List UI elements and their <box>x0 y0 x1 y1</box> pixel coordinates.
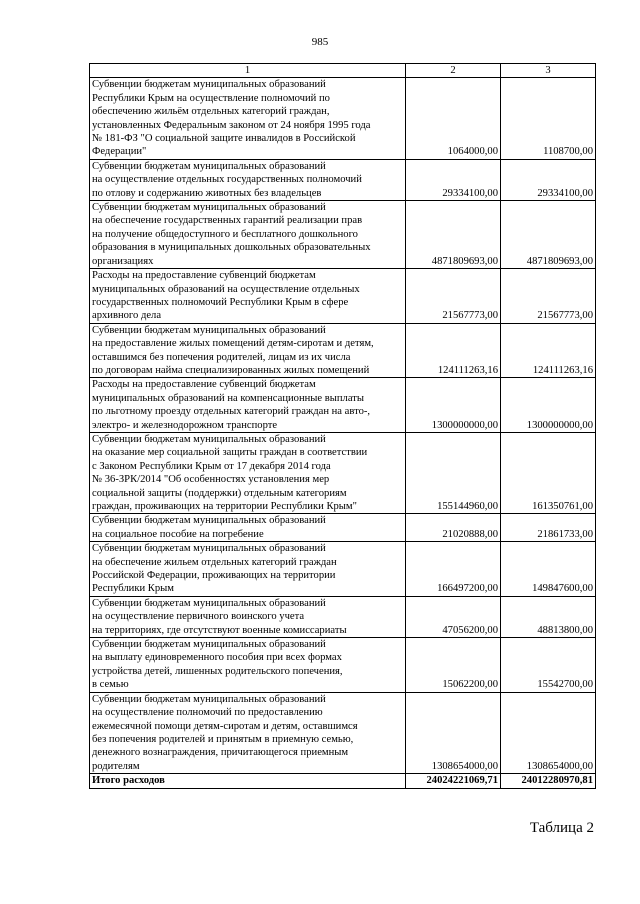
row-value-col2: 21567773,00 <box>406 269 501 324</box>
table-row <box>90 269 596 324</box>
column-header-3: 3 <box>501 64 596 78</box>
description-line: в семью <box>92 679 129 691</box>
row-value-col2: 155144960,00 <box>406 432 501 513</box>
table-row <box>90 432 596 513</box>
row-description <box>90 542 406 597</box>
description-line: Субвенции бюджетам муниципальных образований <box>92 597 326 609</box>
table-row <box>90 542 596 597</box>
row-value-col2: 29334100,00 <box>406 159 501 200</box>
description-line: оставшимся без попечения родителей, лицам из их числа <box>92 351 351 363</box>
row-value-col3: 149847600,00 <box>501 542 596 597</box>
total-row <box>90 774 596 788</box>
description-line: на осуществление отдельных государственных полномочий <box>92 174 362 186</box>
description-line: № 181-ФЗ "О социальной защите инвалидов в Российской <box>92 133 356 145</box>
description-line: денежного вознаграждения, причитающегося приемным <box>92 747 349 759</box>
row-description <box>90 78 406 159</box>
row-value-col2: 21020888,00 <box>406 514 501 542</box>
description-line: организациях <box>92 255 154 267</box>
description-line: на получение общедоступного и бесплатного дошкольного <box>92 228 358 240</box>
description-line: на обеспечение государственных гарантий реализации прав <box>92 215 363 227</box>
row-description <box>90 323 406 378</box>
description-line: по отлову и содержанию животных без владельцев <box>92 187 322 199</box>
description-line: Расходы на предоставление субвенций бюджетам <box>92 379 316 391</box>
row-value-col2: 1064000,00 <box>406 78 501 159</box>
description-line: на осуществление первичного воинского учета <box>92 611 305 623</box>
description-line: Субвенции бюджетам муниципальных образований <box>92 693 326 705</box>
table-row <box>90 596 596 637</box>
total-value-col2: 24024221069,71 <box>406 774 501 788</box>
description-line: граждан, проживающих на территории Республики Крым" <box>92 501 357 512</box>
row-value-col3: 29334100,00 <box>501 159 596 200</box>
row-value-col2: 166497200,00 <box>406 542 501 597</box>
description-line: электро- и железнодорожном транспорте <box>92 419 278 431</box>
row-value-col3: 21861733,00 <box>501 514 596 542</box>
description-line: образования в муниципальных дошкольных образовательных <box>92 242 371 254</box>
column-header-1: 1 <box>90 64 406 78</box>
description-line: Республики Крым <box>92 583 174 595</box>
table-row <box>90 159 596 200</box>
row-value-col3: 1108700,00 <box>501 78 596 159</box>
column-header-2: 2 <box>406 64 501 78</box>
total-label: Итого расходов <box>90 774 406 788</box>
description-line: без попечения родителей и принятым в приемную семью, <box>92 733 354 745</box>
page-number: 985 <box>311 36 329 48</box>
table-body <box>90 78 596 774</box>
table-row <box>90 201 596 269</box>
description-line: Российской Федерации, проживающих на территории <box>92 570 336 582</box>
table-row <box>90 692 596 773</box>
description-line: Субвенции бюджетам муниципальных образований <box>92 543 326 555</box>
description-line: установленных Федеральным законом от 24 ноября 1995 года <box>92 119 371 131</box>
total-value-col3: 24012280970,81 <box>501 774 596 788</box>
row-description <box>90 378 406 433</box>
row-description <box>90 201 406 269</box>
description-line: устройства детей, лишенных родительского попечения, <box>92 665 343 677</box>
description-line: родителям <box>92 760 140 772</box>
row-description <box>90 638 406 693</box>
description-line: на обеспечение жильем отдельных категорий граждан <box>92 556 337 568</box>
description-line: № 36-ЗРК/2014 "Об особенностях установления мер <box>92 474 330 486</box>
description-line: Субвенции бюджетам муниципальных образований <box>92 202 326 214</box>
row-value-col3: 48813800,00 <box>501 596 596 637</box>
table-row <box>90 514 596 542</box>
row-description <box>90 159 406 200</box>
row-value-col2: 1300000000,00 <box>406 378 501 433</box>
description-line: Республики Крым на осуществление полномочий по <box>92 92 330 104</box>
table-row <box>90 78 596 159</box>
table-caption: Таблица 2 <box>529 820 594 836</box>
description-line: Федерации" <box>92 146 147 158</box>
description-line: муниципальных образований на компенсационные выплаты <box>92 392 365 404</box>
description-line: на осуществление полномочий по предоставлению <box>92 707 323 719</box>
description-line: муниципальных образований на осуществление отдельных <box>92 283 360 295</box>
description-line: на социальное пособие на погребение <box>92 528 264 540</box>
table-row <box>90 638 596 693</box>
description-line: Субвенции бюджетам муниципальных образований <box>92 639 326 651</box>
row-value-col3: 161350761,00 <box>501 432 596 513</box>
row-description <box>90 432 406 513</box>
description-line: Субвенции бюджетам муниципальных образований <box>92 79 326 91</box>
description-line: Субвенции бюджетам муниципальных образований <box>92 433 326 445</box>
description-line: по льготному проезду отдельных категорий граждан на авто-, <box>92 406 371 418</box>
row-value-col2: 1308654000,00 <box>406 692 501 773</box>
description-line: на предоставление жилых помещений детям-сиротам и детям, <box>92 338 374 350</box>
row-value-col2: 15062200,00 <box>406 638 501 693</box>
table-row <box>90 378 596 433</box>
budget-table <box>89 63 596 789</box>
row-value-col3: 1300000000,00 <box>501 378 596 433</box>
row-value-col3: 1308654000,00 <box>501 692 596 773</box>
row-description <box>90 514 406 542</box>
description-line: государственных полномочий Республики Крым в сфере <box>92 296 349 308</box>
row-value-col3: 124111263,16 <box>501 323 596 378</box>
description-line: на оказание мер социальной защиты граждан в соответствии <box>92 447 368 459</box>
description-line: архивного дела <box>92 310 162 322</box>
description-line: с Законом Республики Крым от 17 декабря 2014 года <box>92 460 331 472</box>
description-line: на территориях, где отсутствуют военные комиссариаты <box>92 624 347 636</box>
description-line: социальной защиты (поддержки) отдельным категориям <box>92 487 347 499</box>
description-line: Субвенции бюджетам муниципальных образований <box>92 515 326 527</box>
row-value-col2: 4871809693,00 <box>406 201 501 269</box>
description-line: по договорам найма специализированных жилых помещений <box>92 364 370 376</box>
row-description <box>90 596 406 637</box>
description-line: на выплату единовременного пособия при всех формах <box>92 652 342 664</box>
description-line: Субвенции бюджетам муниципальных образований <box>92 160 326 172</box>
table-header-row <box>90 64 596 78</box>
row-description <box>90 692 406 773</box>
description-line: Субвенции бюджетам муниципальных образований <box>92 324 326 336</box>
row-description <box>90 269 406 324</box>
row-value-col3: 4871809693,00 <box>501 201 596 269</box>
row-value-col3: 15542700,00 <box>501 638 596 693</box>
description-line: обеспечению жильём отдельных категорий граждан, <box>92 106 330 118</box>
description-line: ежемесячной помощи детям-сиротам и детям, оставшимся <box>92 720 358 732</box>
row-value-col2: 47056200,00 <box>406 596 501 637</box>
description-line: Расходы на предоставление субвенций бюджетам <box>92 270 316 282</box>
row-value-col2: 124111263,16 <box>406 323 501 378</box>
table-row <box>90 323 596 378</box>
row-value-col3: 21567773,00 <box>501 269 596 324</box>
